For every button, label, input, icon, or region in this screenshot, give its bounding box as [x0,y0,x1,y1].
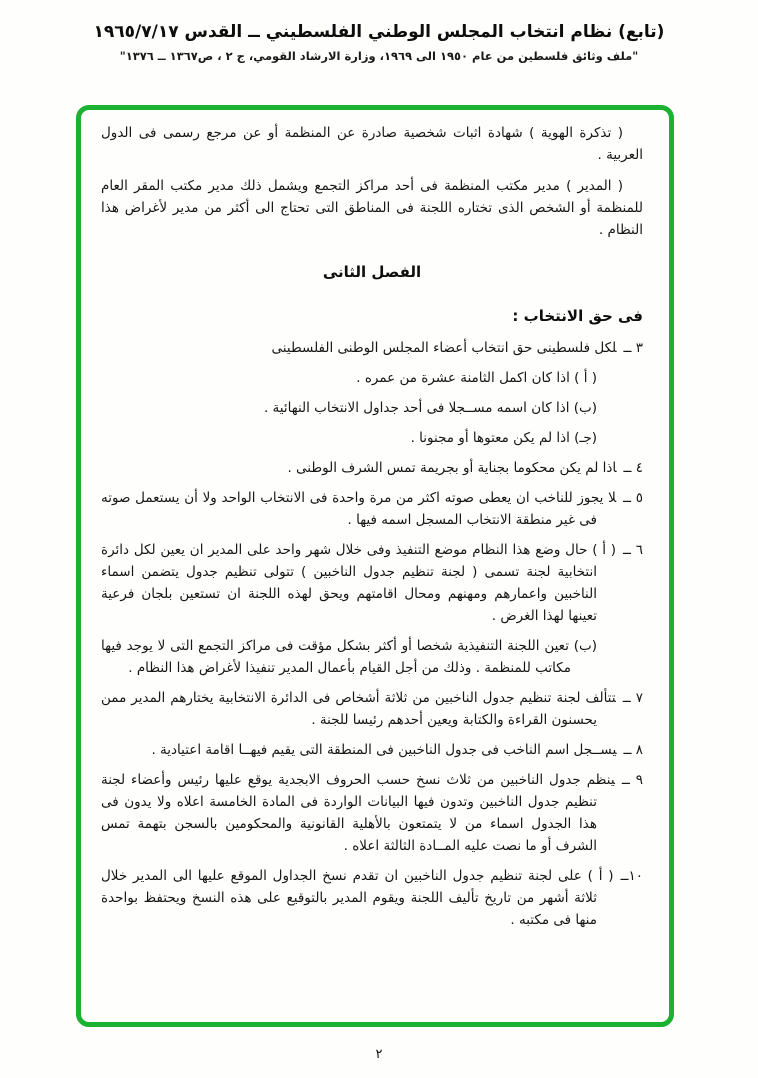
article-4 [101,457,643,479]
definition-paragraph-identity-card: ( تذكرة الهوية ) شهادة اثبات شخصية صادرة عن المنظمة أو عن مرجع رسمى فى الدول العربية . [101,125,643,163]
definition-paragraph-director: ( المدير ) مدير مكتب المنظمة فى أحد مراكز التجمع ويشمل ذلك مدير مكتب المقر العام للمنظمة أو الشخص الذى تختاره اللجنة فى المناطق التى تحتاج الى أكثر من مدير لأغراض هذا النظام . [101,178,643,238]
green-border-box [76,105,674,1027]
article-9-text: ينظم جدول الناخبين من ثلاث نسخ حسب الحروف الابجدية يوقع عليها رئيس وأعضاء لجنة تنظيم جدول الناخبين وتدون فيها البيانات الواردة فى المادة الخامسة اعلاه ولا يدون فى هذا الجدول اسماء من لا يتمتعون بالأهلية القانونية والمحكومين بالسجن بتهمة تمس الشرف أو ما نصت عليه المــادة الثالثة اعلاه . [101,772,615,854]
article-3-sub-a: ( أ ) اذا كان اكمل الثامنة عشرة من عمره . [356,370,597,386]
article-10-number: ١٠ــ [620,868,643,884]
article-6-number: ٦ ــ [623,542,644,558]
article-6-sub-b: (ب) تعين اللجنة التنفيذية شخصا أو أكثر بشكل مؤقت فى مراكز التجمع التى لا يوجد فيها مكاتب للمنظمة . وذلك من أجل القيام بأعمال المدير تنفيذا لأغراض هذا النظام . [101,638,597,676]
chapter-heading: الفصل الثانى [322,263,422,281]
article-3-text: لكل فلسطينى حق انتخاب أعضاء المجلس الوطنى الفلسطينى [271,340,617,356]
article-5 [101,487,643,531]
article-7 [101,687,643,731]
document-source-citation: "ملف وثائق فلسطين من عام ١٩٥٠ الى ١٩٦٩، وزارة الارشاد القومي، ج ٢ ، ص١٣٦٧ ــ ١٣٧٦" [119,49,639,63]
article-6-text: ( أ ) حال وضع هذا النظام موضع التنفيذ وفى خلال شهر واحد على المدير ان يعين لكل دائرة انتخابية لجنة تسمى ( لجنة تنظيم جدول الناخبين ) تتولى تنظيم جدول يتضمن اسماء الناخبين واعمارهم ومهنهم ومحال اقامتهم ويحق لهذه اللجنة ان تستعين بلجان فرعية تعينها لهذا الغرض . [101,542,617,624]
article-8 [101,739,643,761]
article-7-number: ٧ ــ [622,690,644,706]
article-3-sub-j: (جـ) اذا لم يكن معتوها أو مجنونا . [410,430,597,446]
section-heading: فى حق الانتخاب : [512,307,643,325]
document-title: (تابع) نظام انتخاب المجلس الوطني الفلسطيني ــ القدس ١٩٦٥/٧/١٧ [93,22,665,42]
article-6 [101,539,643,627]
article-9-number: ٩ ــ [621,772,643,788]
document-header [0,22,758,63]
article-10 [101,865,643,931]
article-3-sub-b: (ب) اذا كان اسمه مســجلا فى أحد جداول الانتخاب النهائية . [263,400,597,416]
article-4-text: اذا لم يكن محكوما بجناية أو بجريمة تمس الشرف الوطنى . [287,460,617,476]
article-10-text: ( أ ) على لجنة تنظيم جدول الناخبين ان تقدم نسخ الجداول الموقع عليها الى المدير خلال ثلاثة أشهر من تاريخ تأليف اللجنة ويقوم المدير بالتوقيع على هذه النسخ ويحتفظ بواحدة منها فى مكتبه . [101,868,614,928]
article-8-number: ٨ ــ [623,742,643,758]
article-5-text: لا يجوز للناخب ان يعطى صوته اكثر من مرة واحدة فى الانتخاب الواحد ولا أن يستعمل صوته فى غير منطقة الانتخاب المسجل اسمه فيها . [101,490,617,528]
article-9 [101,769,643,857]
article-3-number: ٣ ــ [623,340,643,356]
article-4-number: ٤ ــ [623,460,643,476]
page-number: ٢ [375,1047,383,1062]
article-3 [101,337,643,359]
article-5-number: ٥ ــ [623,490,643,506]
article-8-text: يســجل اسم الناخب فى جدول الناخبين فى المنطقة التى يقيم فيهــا اقامة اعتيادية . [151,742,617,758]
article-7-text: تتألف لجنة تنظيم جدول الناخبين من ثلاثة أشخاص فى الدائرة الانتخابية يختارهم المدير ممن يحسنون القراءة والكتابة ويعين أحدهم رئيسا للجنة . [101,690,616,728]
